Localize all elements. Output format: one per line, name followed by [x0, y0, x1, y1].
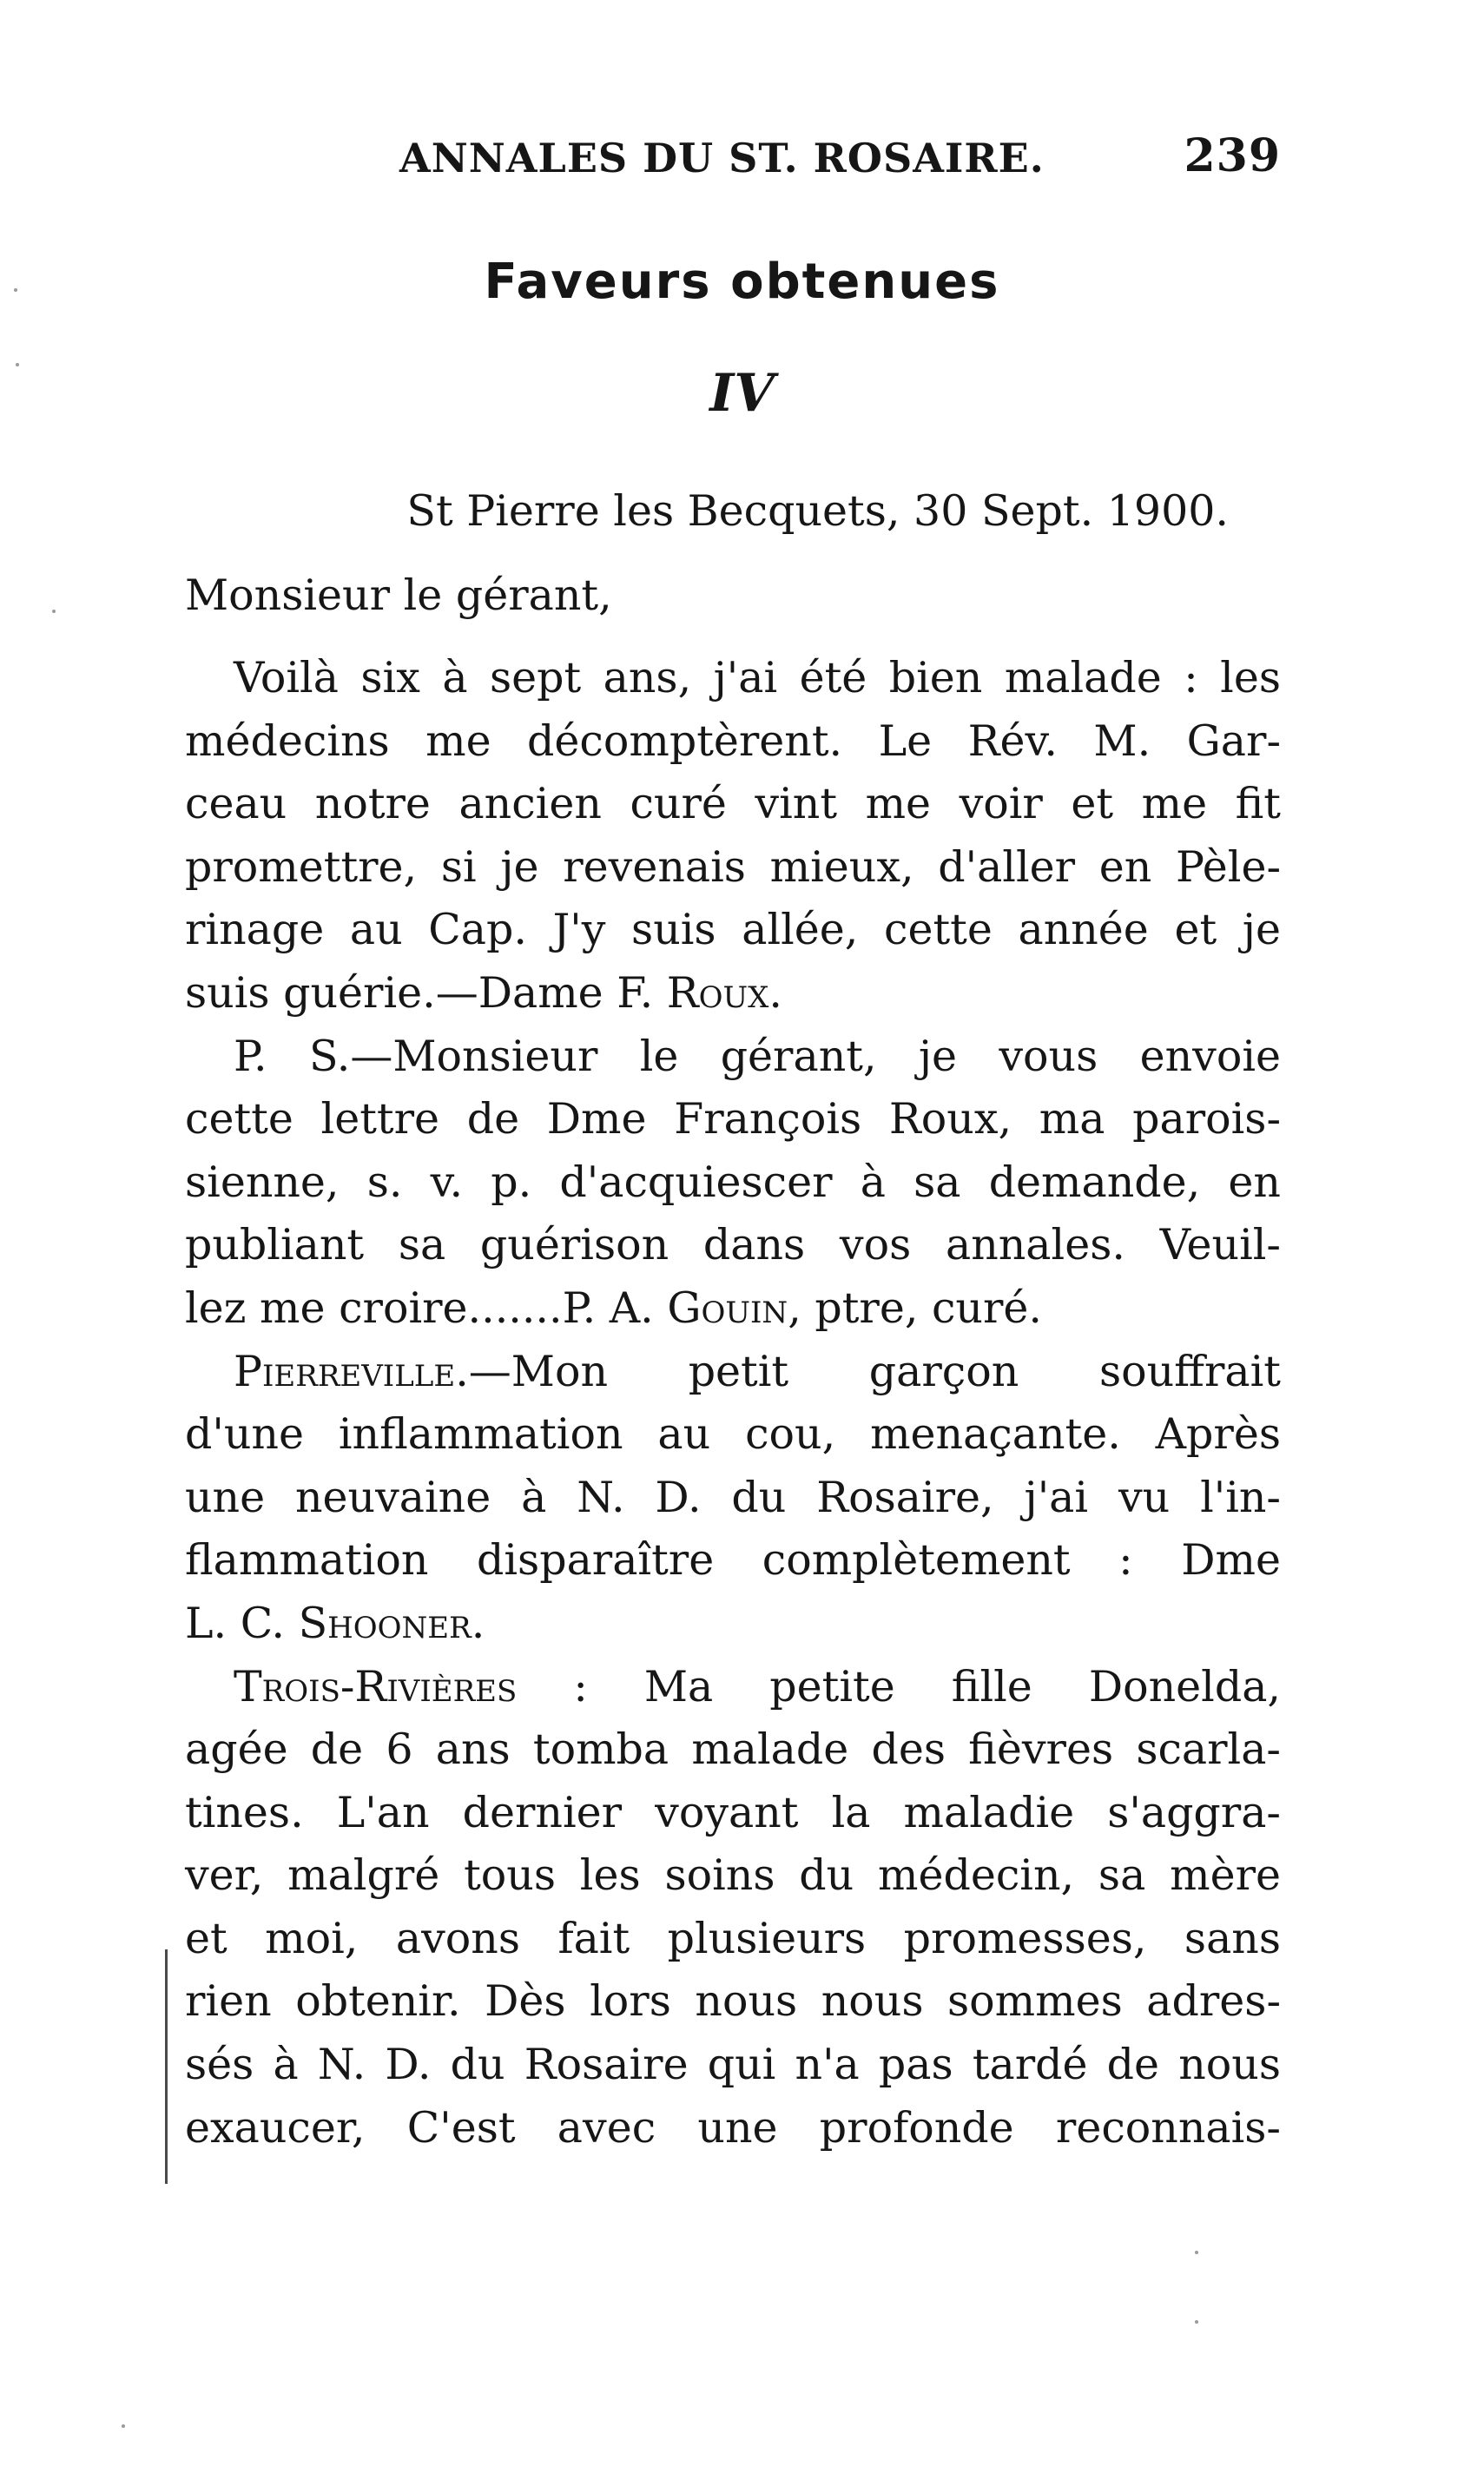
signature-name: Shooner.: [298, 1598, 485, 1648]
signature-prefix: L. C.: [185, 1598, 299, 1648]
text-line: [185, 962, 1281, 1025]
text-line: [185, 1593, 1281, 1656]
text-line: rinage au Cap. J'y suis allée, cette année et je: [185, 905, 1281, 955]
dateline: St Pierre les Becquets, 30 Sept. 1900.: [406, 486, 1229, 536]
text-line: rien obtenir. Dès lors nous nous sommes adres-: [185, 1976, 1281, 2027]
paragraph-start: —Mon petit garçon souffrait: [468, 1346, 1281, 1396]
section-numeral: IV: [709, 363, 775, 424]
place-name: Trois-Rivières: [234, 1661, 518, 1711]
text-line: cette lettre de Dme François Roux, ma parois-: [185, 1094, 1281, 1144]
text-line: ceau notre ancien curé vint me voir et me fit: [185, 779, 1281, 829]
signature-name: Gouin: [667, 1283, 788, 1333]
scan-speck: [16, 363, 19, 366]
signature-name: Roux.: [666, 967, 782, 1018]
scan-speck: [1195, 2320, 1198, 2324]
letter-body: [185, 647, 1281, 2160]
place-name: Pierreville.: [234, 1346, 469, 1396]
text-line: une neuvaine à N. D. du Rosaire, j'ai vu l'in-: [185, 1472, 1281, 1522]
text-line: agée de 6 ans tomba malade des fièvres scarla-: [185, 1725, 1281, 1775]
text-line: P. S.—Monsieur le gérant, je vous envoie: [234, 1031, 1281, 1081]
text-line: [185, 1656, 1281, 1719]
text-line: ver, malgré tous les soins du médecin, sa mère: [185, 1850, 1281, 1901]
text-line: tines. L'an dernier voyant la maladie s'aggra-: [185, 1787, 1281, 1837]
scan-speck: [1195, 2251, 1198, 2254]
scan-speck: [122, 2424, 125, 2428]
text-line: [185, 1277, 1281, 1341]
text-line: d'une inflammation au cou, menaçante. Après: [185, 1409, 1281, 1460]
text-line: publiant sa guérison dans vos annales. Veuil-: [185, 1220, 1281, 1270]
text-line: Voilà six à sept ans, j'ai été bien malade : les: [234, 653, 1281, 702]
text-line: sienne, s. v. p. d'acquiescer à sa demande, en: [185, 1157, 1281, 1207]
paragraph-start: : Ma petite fille Donelda,: [517, 1661, 1281, 1711]
text-line: sés à N. D. du Rosaire qui n'a pas tardé de nous: [185, 2040, 1281, 2090]
page-number: 239: [1184, 129, 1281, 182]
closing-text: suis guérie.—Dame F.: [185, 967, 667, 1018]
text-line: médecins me décomptèrent. Le Rév. M. Gar-: [185, 716, 1281, 766]
closing-text: lez me croire.......P. A.: [185, 1283, 668, 1333]
margin-mark: [165, 1949, 168, 2184]
text-line: et moi, avons fait plusieurs promesses, sans: [185, 1913, 1281, 1963]
text-line: exaucer, C'est avec une profonde reconnais-: [185, 2102, 1281, 2153]
salutation: Monsieur le gérant,: [185, 570, 612, 620]
closing-text: , ptre, curé.: [788, 1283, 1042, 1333]
text-line: flammation disparaître complètement : Dme: [185, 1535, 1281, 1586]
section-title: Faveurs obtenues: [484, 254, 1000, 310]
scan-speck: [52, 610, 56, 613]
running-head: [399, 129, 1281, 195]
running-title: ANNALES DU ST. ROSAIRE.: [399, 135, 1045, 181]
text-line: [185, 1341, 1281, 1404]
scan-speck: [14, 288, 17, 292]
text-line: promettre, si je revenais mieux, d'aller en Pèle-: [185, 841, 1281, 892]
